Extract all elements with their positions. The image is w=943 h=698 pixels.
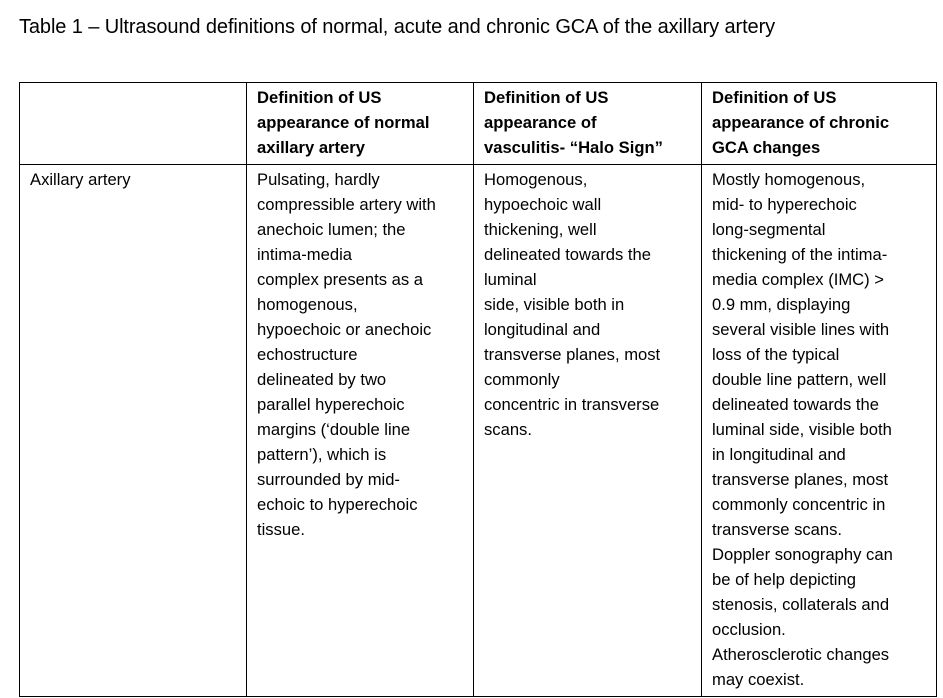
text-line: axillary artery	[257, 138, 365, 157]
text-line: margins (‘double line	[257, 420, 411, 439]
text-line: echostructure	[257, 345, 358, 364]
text-line: echoic to hyperechoic	[257, 495, 418, 514]
text-line: Axillary artery	[30, 170, 131, 189]
text-line: Mostly homogenous,	[712, 170, 866, 189]
text-line: complex presents as a	[257, 270, 424, 289]
header-cell-chronic	[702, 83, 937, 165]
text-line: hypoechoic wall	[484, 195, 602, 214]
text-line: transverse scans.	[712, 520, 843, 539]
table-title: Table 1 – Ultrasound definitions of normal, acute and chronic GCA of the axillary artery	[19, 16, 776, 38]
text-line: delineated towards the	[712, 395, 879, 414]
text-line: Definition of US	[484, 88, 609, 107]
chronic-definition-cell	[702, 165, 937, 697]
text-line: Doppler sonography can	[712, 545, 893, 564]
header-row	[20, 83, 937, 165]
text-line: parallel hyperechoic	[257, 395, 405, 414]
text-line: 0.9 mm, displaying	[712, 295, 851, 314]
text-line: long-segmental	[712, 220, 826, 239]
text-line: be of help depicting	[712, 570, 856, 589]
text-line: scans.	[484, 420, 532, 439]
text-line: Homogenous,	[484, 170, 588, 189]
text-line: luminal side, visible both	[712, 420, 892, 439]
halo-definition-cell	[474, 165, 702, 697]
text-line: may coexist.	[712, 670, 805, 689]
table-row	[20, 165, 937, 697]
text-line: Definition of US	[712, 88, 837, 107]
text-line: compressible artery with	[257, 195, 436, 214]
text-line: double line pattern, well	[712, 370, 887, 389]
text-line: transverse planes, most	[484, 345, 661, 364]
text-line: Atherosclerotic changes	[712, 645, 890, 664]
text-line: appearance of	[484, 113, 597, 132]
text-line: media complex (IMC) >	[712, 270, 884, 289]
text-line: concentric in transverse	[484, 395, 660, 414]
text-line: longitudinal and	[484, 320, 601, 339]
text-line: several visible lines with	[712, 320, 890, 339]
header-cell-empty	[20, 83, 247, 165]
text-line: hypoechoic or anechoic	[257, 320, 432, 339]
text-line: pattern’), which is	[257, 445, 387, 464]
text-line: delineated by two	[257, 370, 387, 389]
text-line: commonly concentric in	[712, 495, 886, 514]
text-line: Pulsating, hardly	[257, 170, 380, 189]
text-line: surrounded by mid-	[257, 470, 400, 489]
text-line: homogenous,	[257, 295, 358, 314]
text-line: intima-media	[257, 245, 352, 264]
header-cell-halo	[474, 83, 702, 165]
row-label-cell	[20, 165, 247, 697]
text-line: thickening, well	[484, 220, 597, 239]
text-line: commonly	[484, 370, 560, 389]
text-line: transverse planes, most	[712, 470, 889, 489]
text-line: occlusion.	[712, 620, 786, 639]
text-line: mid- to hyperechoic	[712, 195, 857, 214]
header-cell-normal	[247, 83, 474, 165]
text-line: stenosis, collaterals and	[712, 595, 890, 614]
text-line: anechoic lumen; the	[257, 220, 406, 239]
gca-definitions-table	[19, 82, 937, 697]
text-line: side, visible both in	[484, 295, 625, 314]
text-line: appearance of chronic	[712, 113, 890, 132]
text-line: luminal	[484, 270, 537, 289]
text-line: thickening of the intima-	[712, 245, 888, 264]
text-line: appearance of normal	[257, 113, 430, 132]
text-line: delineated towards the	[484, 245, 651, 264]
text-line: GCA changes	[712, 138, 821, 157]
text-line: Definition of US	[257, 88, 382, 107]
normal-definition-cell	[247, 165, 474, 697]
text-line: in longitudinal and	[712, 445, 846, 464]
text-line: loss of the typical	[712, 345, 840, 364]
text-line: vasculitis- “Halo Sign”	[484, 138, 663, 157]
text-line: tissue.	[257, 520, 305, 539]
